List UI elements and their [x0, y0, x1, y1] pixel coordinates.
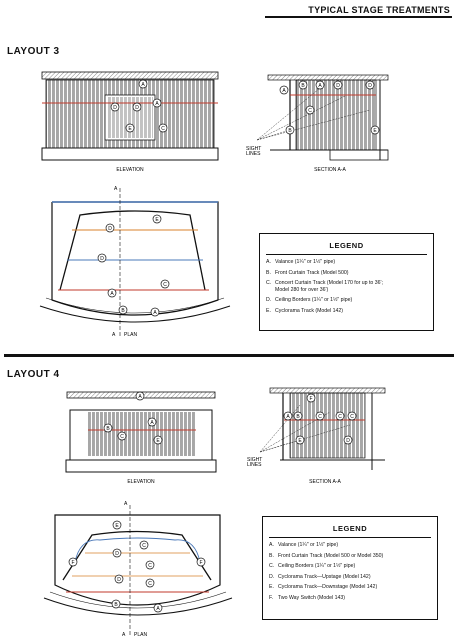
callout-E [154, 436, 162, 444]
callout-D [344, 436, 352, 444]
svg-text:A: A [156, 606, 160, 612]
callout-A [316, 81, 324, 89]
legend-item: B. Front Curtain Track (Model 500) [266, 269, 349, 276]
svg-text:D: D [108, 226, 112, 232]
callout-E [113, 521, 121, 529]
svg-text:E: E [156, 438, 160, 444]
svg-text:D: D [115, 551, 119, 557]
legend-item: B. Front Curtain Track (Model 500 or Model 350) [269, 552, 384, 559]
svg-text:C: C [350, 414, 354, 420]
svg-text:D: D [113, 105, 117, 111]
callout-A [139, 80, 147, 88]
callout-D [334, 81, 342, 89]
callout-B [112, 600, 120, 608]
layout4-cut-label-top: A [124, 501, 128, 507]
layout-3-heading: LAYOUT 3 [7, 46, 60, 57]
svg-text:C: C [142, 543, 146, 549]
callout-E [296, 436, 304, 444]
legend-item: E. Cyclorama Track—Downstage (Model 142) [269, 584, 378, 590]
layout4-elevation [66, 392, 216, 472]
layout3-elevation-caption: ELEVATION [116, 167, 144, 173]
svg-text:C: C [163, 282, 167, 288]
svg-text:A: A [110, 291, 114, 297]
callout-A [108, 289, 116, 297]
legend-item: F. Two Way Switch (Model 143) [269, 594, 345, 601]
legend-item: D. Cyclorama Track—Upstage (Model 142) [269, 573, 371, 580]
page-title: TYPICAL STAGE TREATMENTS [308, 5, 450, 15]
svg-text:D: D [346, 438, 350, 444]
svg-text:B: B [114, 602, 118, 608]
svg-text:C: C [338, 414, 342, 420]
legend-list [260, 259, 433, 314]
callout-F [307, 394, 315, 402]
layout3-sight-lines-1: SIGHT [246, 146, 262, 152]
layout3-legend [259, 233, 434, 331]
callout-A [284, 412, 292, 420]
legend-list [263, 542, 437, 601]
svg-text:E: E [373, 128, 377, 134]
svg-text:A: A [155, 101, 159, 107]
layout-4-heading: LAYOUT 4 [7, 369, 60, 380]
svg-text:B: B [121, 308, 125, 314]
svg-text:D: D [336, 83, 340, 89]
svg-text:B: B [296, 414, 300, 420]
legend-item: A. Valance (1¼" or 1½" pipe) [269, 542, 339, 548]
legend-item: E. Cyclorama Track (Model 142) [266, 307, 344, 314]
callout-D [106, 224, 114, 232]
callout-A [151, 308, 159, 316]
layout3-section-caption: SECTION A-A [314, 167, 346, 173]
layout4-plan [44, 505, 232, 636]
callout-D [366, 81, 374, 89]
layout3-elevation [42, 72, 218, 160]
svg-text:C: C [148, 563, 152, 569]
svg-text:E: E [155, 217, 159, 223]
callout-A [136, 392, 144, 400]
layout4-cut-label-bottom: A [122, 632, 126, 638]
callout-E [371, 126, 379, 134]
layout3-cut-label-top: A [114, 186, 118, 192]
callout-C [146, 561, 154, 569]
callout-C [306, 106, 314, 114]
layout3-cut-label-bottom: A [112, 332, 116, 338]
legend-item: A. Valance (1¼" or 1½" pipe) [266, 259, 336, 265]
callout-E [153, 215, 161, 223]
svg-text:C: C [120, 434, 124, 440]
callout-D [133, 103, 141, 111]
legend-title: LEGEND [332, 524, 368, 533]
callout-C [118, 432, 126, 440]
svg-text:C: C [161, 126, 165, 132]
svg-text:D: D [117, 577, 121, 583]
legend-rule [266, 254, 427, 255]
layout4-section-caption: SECTION A-A [309, 479, 341, 485]
callout-B [104, 424, 112, 432]
svg-text:E: E [298, 438, 302, 444]
callout-D [113, 549, 121, 557]
legend-title: LEGEND [329, 241, 364, 250]
callout-C [159, 124, 167, 132]
callout-F [69, 558, 77, 566]
layout4-legend [262, 516, 438, 620]
callout-B [294, 412, 302, 420]
svg-text:D: D [100, 256, 104, 262]
svg-text:A: A [138, 394, 142, 400]
layout3-plan [40, 188, 230, 336]
svg-text:C: C [308, 108, 312, 114]
callout-B [119, 306, 127, 314]
svg-text:E: E [128, 126, 132, 132]
callout-A [154, 604, 162, 612]
layout4-sight-lines-2: LINES [247, 462, 262, 468]
svg-text:E: E [115, 523, 119, 529]
svg-text:A: A [141, 82, 145, 88]
legend-item: D. Ceiling Borders (1¼" or 1½" pipe) [266, 297, 353, 303]
svg-text:A: A [282, 88, 286, 94]
callout-B [286, 126, 294, 134]
svg-text:C: C [148, 581, 152, 587]
svg-text:D: D [135, 105, 139, 111]
layout4-section [260, 388, 385, 470]
svg-text:A: A [318, 83, 322, 89]
callout-F [197, 558, 205, 566]
layout4-plan-caption: PLAN [134, 632, 148, 638]
callout-A [148, 418, 156, 426]
svg-text:F: F [71, 560, 75, 566]
callout-C [161, 280, 169, 288]
callout-A [280, 86, 288, 94]
svg-text:A: A [286, 414, 290, 420]
callout-B [299, 81, 307, 89]
callout-E [126, 124, 134, 132]
legend-rule [269, 537, 431, 538]
callout-C [348, 412, 356, 420]
svg-text:B: B [288, 128, 292, 134]
callout-D [98, 254, 106, 262]
svg-text:B: B [106, 426, 110, 432]
callout-A [153, 99, 161, 107]
callout-D [111, 103, 119, 111]
legend-item: C. Concert Curtain Track (Model 170 for up to 36'; Model 280 for over 36') [266, 280, 383, 293]
svg-text:F: F [199, 560, 203, 566]
layout4-elevation-caption: ELEVATION [127, 479, 155, 485]
svg-text:A: A [150, 420, 154, 426]
svg-text:D: D [368, 83, 372, 89]
callout-C [336, 412, 344, 420]
svg-text:C: C [318, 414, 322, 420]
svg-text:A: A [153, 310, 157, 316]
layout3-sight-lines-2: LINES [246, 151, 261, 157]
callout-C [146, 579, 154, 587]
layout3-plan-caption: PLAN [124, 332, 138, 338]
svg-text:B: B [301, 83, 305, 89]
layout4-sight-lines-1: SIGHT [247, 457, 263, 463]
svg-text:F: F [309, 396, 313, 402]
callout-C [316, 412, 324, 420]
callout-D [115, 575, 123, 583]
callout-C [140, 541, 148, 549]
legend-item: C. Ceiling Borders (1¼" or 1½" pipe) [269, 563, 356, 569]
